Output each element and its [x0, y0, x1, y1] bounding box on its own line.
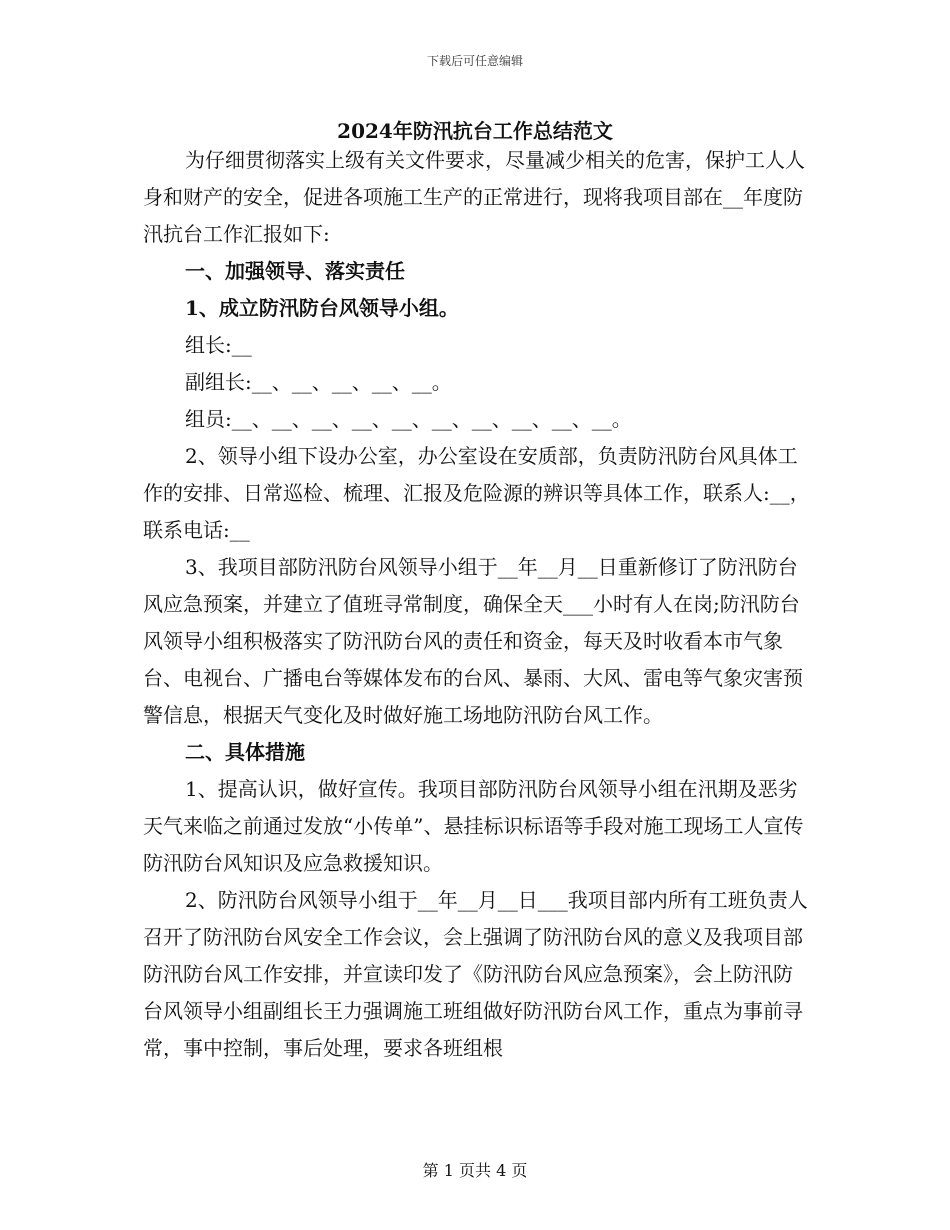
line-team-leader: 组长:__: [185, 333, 252, 357]
subheading-leader-group: 1、成立防汛防台风领导小组。: [185, 296, 459, 320]
line-deputy-leader: 副组长:__、__、__、__、__。: [185, 370, 452, 394]
document-title: 2024年防汛抗台工作总结范文: [337, 119, 613, 143]
section-heading-1: 一、加强领导、落实责任: [185, 259, 405, 283]
line-members: 组员:__、__、__、__、__、__、__、__、__、__。: [185, 407, 632, 431]
paragraph-awareness: 1、提高认识，做好宣传。我项目部防汛防台风领导小组在汛期及恶劣天气来临之前通过发放“小传单”、悬挂标识标语等手段对施工现场工人宣传防汛防台风知识及应急救援知识。: [143, 777, 804, 875]
page-header-note: 下载后可任意编辑: [426, 54, 523, 68]
paragraph-intro: 为仔细贯彻落实上级有关文件要求，尽量减少相关的危害，保护工人人身和财产的安全，促进各项施工生产的正常进行，现将我项目部在__年度防汛抗台工作汇报如下:: [143, 148, 805, 246]
paragraph-office: 2、领导小组下设办公室，办公室设在安质部，负责防汛防台风具体工作的安排、日常巡检、梳理、汇报及危险源的辨识等具体工作，联系人:__，联系电话:__: [143, 444, 810, 542]
paragraph-plan: 3、我项目部防汛防台风领导小组于__年__月__日重新修订了防汛防台风应急预案，并建立了值班寻常制度，确保全天___小时有人在岗;防汛防台风领导小组积极落实了防汛防台风的责任和资金，每天及时收看本市气象台、电视台、广播电台等媒体发布的台风、暴雨、大风、雷电等气象灾害预警信息，根据天气变化及时做好施工场地防汛防台风工作。: [143, 555, 803, 727]
paragraph-meeting: 2、防汛防台风领导小组于__年__月__日___我项目部内所有工班负责人召开了防汛防台风安全工作会议，会上强调了防汛防台风的意义及我项目部防汛防台风工作安排，并宣读印发了《防汛防台风应急预案》，会上防汛防台风领导小组副组长王力强调施工班组做好防汛防台风工作，重点为事前寻常，事中控制，事后处理，要求各班组根: [143, 888, 808, 1060]
section-heading-2: 二、具体措施: [185, 740, 305, 764]
page-number: 第 1 页共 4 页: [422, 1161, 528, 1180]
document-body: [143, 142, 811, 1067]
